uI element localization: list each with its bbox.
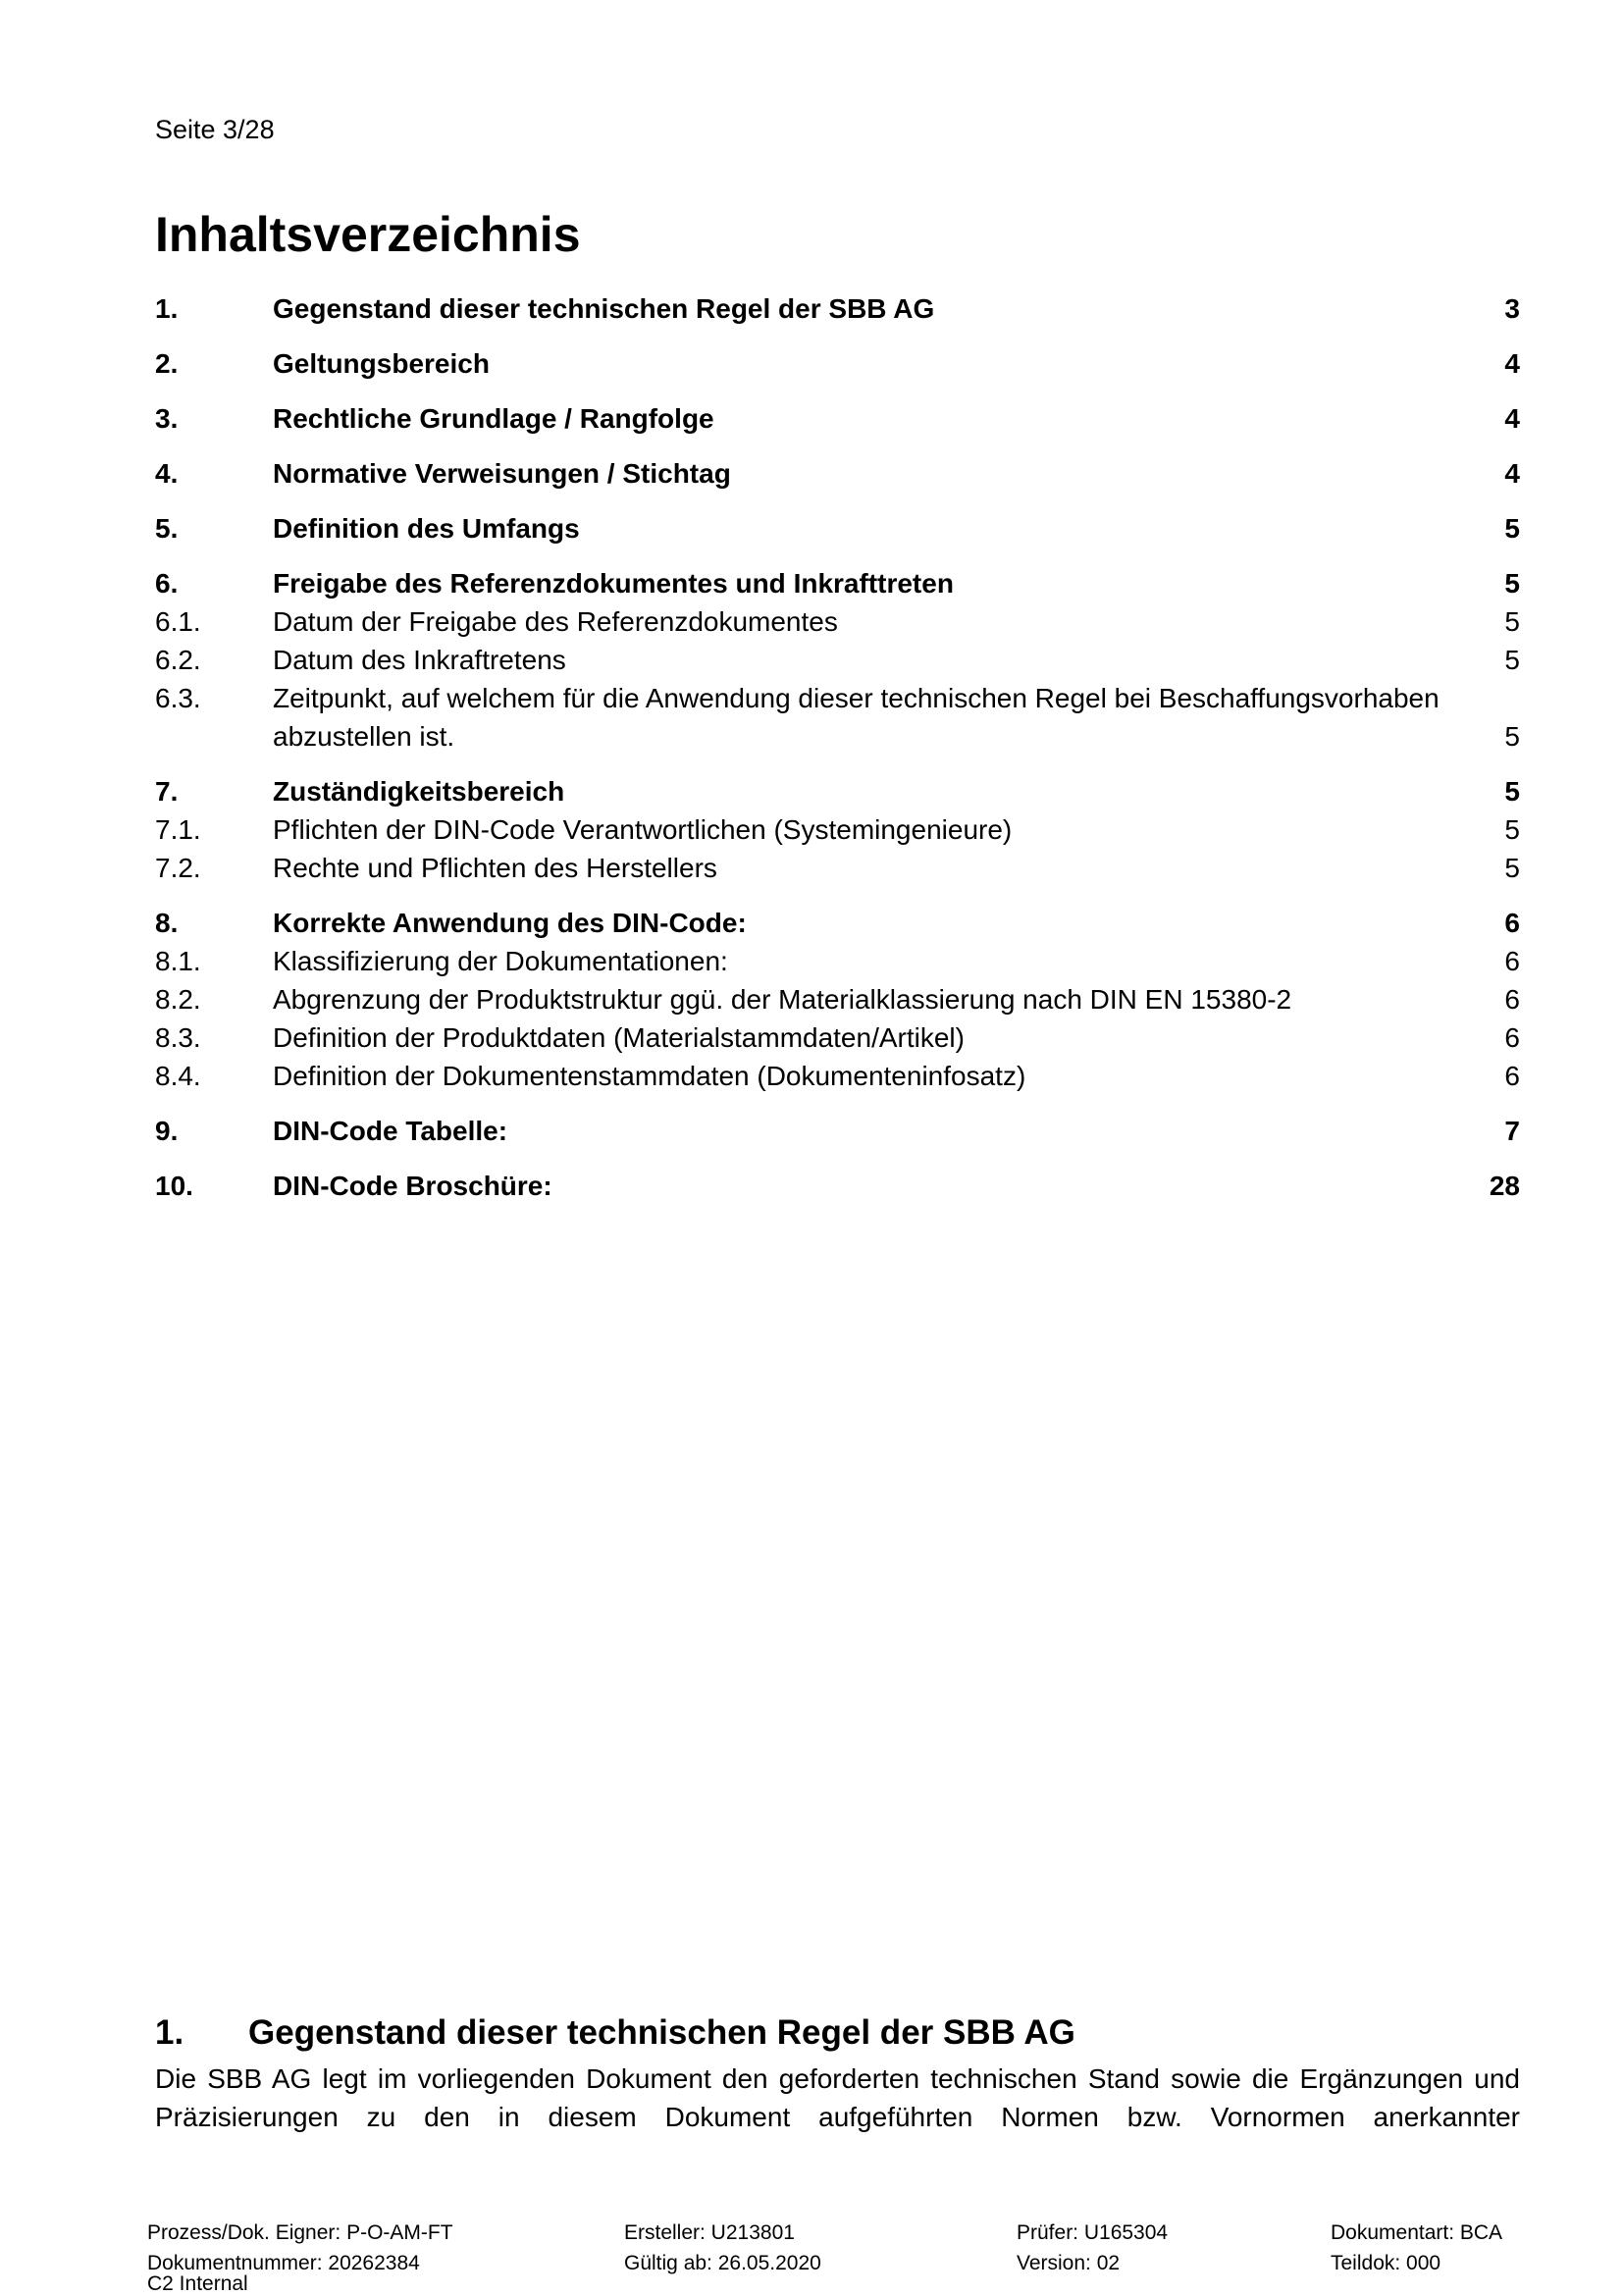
footer-classification: C2 Internal: [147, 2272, 248, 2295]
toc-entry-page: 5: [1504, 513, 1520, 544]
toc-entry-title: Klassifizierung der Dokumentationen:: [273, 946, 728, 976]
toc-entry: [155, 399, 1520, 438]
toc-entry: [155, 454, 1520, 493]
toc-entry-title: Freigabe des Referenzdokumentes und Inkrafttreten: [273, 568, 954, 599]
toc-entry-number: 6.1.: [155, 606, 201, 637]
toc-entry-title: Datum des Inkraftretens: [273, 645, 566, 675]
toc-entry-title: Datum der Freigabe des Referenzdokumentes: [273, 606, 838, 637]
toc-entry: [155, 1167, 1520, 1205]
toc-entry-page: 28: [1489, 1171, 1520, 1201]
toc-entry: [155, 509, 1520, 548]
toc-entry: [155, 772, 1520, 810]
page-number: Seite 3/28: [155, 115, 275, 144]
toc-entry-title: Definition des Umfangs: [273, 513, 580, 544]
toc-entry-number: 7.2.: [155, 853, 201, 883]
footer-doc-number: Dokumentnummer: 20262384: [147, 2252, 420, 2274]
footer-reviewer: Prüfer: U165304: [1017, 2221, 1169, 2244]
toc-entry-title: Pflichten der DIN-Code Verantwortlichen (Systemingenieure): [273, 814, 1013, 845]
section-title: Gegenstand dieser technischen Regel der SBB AG: [248, 2013, 1075, 2052]
toc-entry-page: 4: [1504, 403, 1520, 434]
toc-entry: [155, 904, 1520, 942]
toc-entry-page: 5: [1504, 645, 1520, 675]
toc-entry: [155, 289, 1520, 328]
toc-entry: [155, 641, 1520, 679]
toc-entry-number: 7.: [155, 776, 179, 807]
section-body: Die SBB AG legt im vorliegenden Dokument den geforderten technischen Stand sowie die Ergänzungen und Präzisierungen zu den in diesem Dokument aufgeführten Normen bzw. Vornormen anerkannter: [155, 2063, 1520, 2132]
toc-entry: [155, 344, 1520, 383]
toc-entry-number: 6.2.: [155, 645, 201, 675]
toc-entry-number: 7.1.: [155, 814, 201, 845]
footer-doc-type: Dokumentart: BCA: [1331, 2221, 1503, 2244]
toc-entry-number: 8.3.: [155, 1022, 201, 1053]
toc-entry-title: Definition der Produktdaten (Materialstammdaten/Artikel): [273, 1022, 965, 1053]
toc-entry-page: 6: [1504, 1061, 1520, 1091]
toc-entry-page: 5: [1504, 568, 1520, 599]
toc-entry-title: Zuständigkeitsbereich: [273, 776, 565, 807]
section-number: 1.: [155, 2013, 184, 2052]
footer-valid-from: Gültig ab: 26.05.2020: [624, 2252, 821, 2274]
toc-entry-number: 3.: [155, 403, 179, 434]
toc-entry-title: Normative Verweisungen / Stichtag: [273, 458, 731, 489]
toc-entry-title: Geltungsbereich: [273, 348, 490, 379]
toc-entry-page: 6: [1504, 946, 1520, 976]
toc-entry-number: 8.: [155, 908, 179, 938]
toc-entry-number: 4.: [155, 458, 179, 489]
toc-entry: [155, 602, 1520, 641]
toc-entry-title: Gegenstand dieser technischen Regel der SBB AG: [273, 293, 935, 324]
toc-entry: [155, 980, 1520, 1018]
toc-entry-number: 8.1.: [155, 946, 201, 976]
toc-entry-page: 5: [1504, 814, 1520, 845]
footer-subdoc: Teildok: 000: [1331, 2252, 1441, 2274]
toc-entry: [155, 849, 1520, 887]
toc-entry-page: 5: [1504, 721, 1520, 752]
toc-entry-number: 6.3.: [155, 683, 201, 713]
toc-entry-page: 5: [1504, 606, 1520, 637]
toc-entry-number: 1.: [155, 293, 179, 324]
toc-entry: [155, 564, 1520, 602]
toc-entry: [155, 1018, 1520, 1057]
toc-entry-page: 4: [1504, 348, 1520, 379]
toc-entry-page: 6: [1504, 984, 1520, 1015]
toc-entry-page: 5: [1504, 853, 1520, 883]
toc-entry-number: 2.: [155, 348, 179, 379]
toc-entry-number: 5.: [155, 513, 179, 544]
toc-entry-title: Rechtliche Grundlage / Rangfolge: [273, 403, 714, 434]
toc-entry-title: Zeitpunkt, auf welchem für die Anwendung dieser technischen Regel bei Beschaffungsvorhaben abzustellen ist.: [273, 683, 1440, 752]
toc-entry-number: 10.: [155, 1171, 193, 1201]
toc-entry-title: Korrekte Anwendung des DIN-Code:: [273, 908, 747, 938]
toc-entry-title: Definition der Dokumentenstammdaten (Dokumenteninfosatz): [273, 1061, 1026, 1091]
toc-entry-number: 9.: [155, 1116, 179, 1146]
toc-entry-title: DIN-Code Tabelle:: [273, 1116, 508, 1146]
footer-creator: Ersteller: U213801: [624, 2221, 795, 2244]
section-heading: [155, 2013, 1075, 2053]
toc-entry: [155, 679, 1520, 756]
toc-entry: [155, 1057, 1520, 1095]
footer-version: Version: 02: [1017, 2252, 1121, 2274]
footer-owner: Prozess/Dok. Eigner: P-O-AM-FT: [147, 2221, 453, 2244]
toc-entry: [155, 942, 1520, 980]
toc-entry-page: 4: [1504, 458, 1520, 489]
toc-entry-title: Rechte und Pflichten des Herstellers: [273, 853, 717, 883]
toc-entry: [155, 810, 1520, 849]
toc-entry-page: 6: [1504, 1022, 1520, 1053]
toc-entry-title: DIN-Code Broschüre:: [273, 1171, 552, 1201]
toc-entry-page: 7: [1504, 1116, 1520, 1146]
toc-entry-page: 6: [1504, 908, 1520, 938]
toc-entry-title: Abgrenzung der Produktstruktur ggü. der Materialklassierung nach DIN EN 15380-2: [273, 984, 1292, 1015]
toc-entry-number: 8.2.: [155, 984, 201, 1015]
table-of-contents: [155, 289, 1520, 1205]
toc-entry-page: 3: [1504, 293, 1520, 324]
toc-entry-number: 8.4.: [155, 1061, 201, 1091]
toc-title: Inhaltsverzeichnis: [155, 207, 581, 262]
toc-entry-page: 5: [1504, 776, 1520, 807]
toc-entry: [155, 1112, 1520, 1150]
toc-entry-number: 6.: [155, 568, 179, 599]
